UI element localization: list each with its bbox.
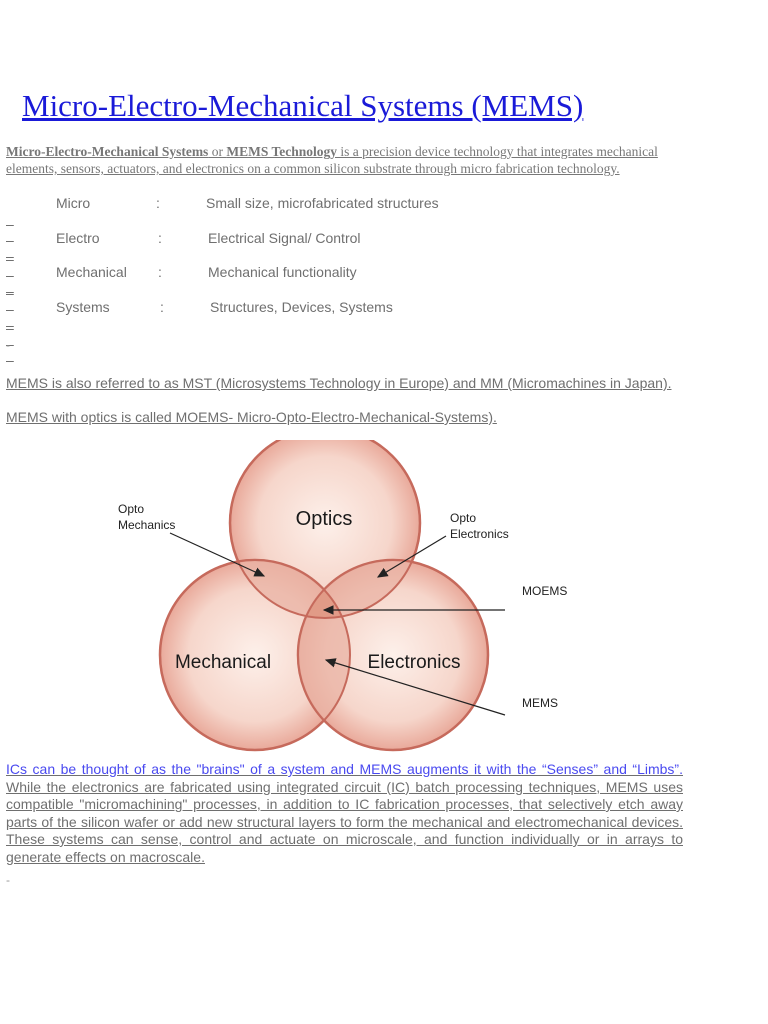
separator-dash: - — [6, 338, 10, 352]
definition-separator: : — [158, 230, 162, 246]
definition-meaning: Structures, Devices, Systems — [210, 299, 393, 315]
intro-paragraph — [6, 143, 696, 177]
definition-row-electro — [6, 230, 374, 248]
label-electronics: Electronics — [367, 652, 461, 673]
ic-paragraph-lead: ICs can be thought of as the "brains" of a system and MEMS augments it with the “Senses” and “Limbs”. — [6, 761, 683, 777]
callout-mems: MEMS — [522, 696, 558, 710]
intro-term-mems-technology: MEMS Technology — [226, 144, 337, 159]
mems-venn-diagram — [0, 440, 768, 760]
label-optics: Optics — [295, 508, 353, 530]
callout-opto-mechanics-line1: Opto — [118, 502, 145, 516]
ic-paragraph-rest: While the electronics are fabricated using integrated circuit (IC) batch processing techniques, MEMS uses compatible "micromachining" processes, in addition to IC fabrication processes, that selectively etch away parts of the silicon wafer or add new structural layers to form the mechanical and electromechanical devices. These systems can sense, control and actuate on microscale, and function individually or in arrays to generate effects on macroscale. — [6, 778, 683, 865]
definition-term: Mechanical — [56, 264, 127, 280]
intro-or: or — [208, 144, 227, 159]
definition-term: Electro — [56, 230, 100, 246]
label-mechanical: Mechanical — [174, 652, 272, 673]
definition-term: Micro — [56, 195, 91, 211]
definition-meaning: Electrical Signal/ Control — [208, 230, 361, 246]
callout-opto-electronics-line1: Opto — [450, 511, 477, 525]
definition-separator: : — [156, 195, 160, 211]
page-title[interactable]: Micro-Electro-Mechanical Systems (MEMS) — [22, 88, 584, 123]
definition-row-systems — [6, 299, 409, 317]
definition-row-micro — [6, 195, 458, 213]
definition-separator: : — [158, 264, 162, 280]
callout-opto-mechanics-line2: Mechanics — [118, 518, 176, 532]
definition-term: Systems — [56, 299, 110, 315]
callout-opto-electronics-line2: Electronics — [450, 527, 509, 541]
definition-separator: : — [160, 299, 164, 315]
mst-paragraph: MEMS is also referred to as MST (Microsystems Technology in Europe) and MM (Micromachines in Japan). MEMS with optics is called MOEMS- Micro-Opto-Electro-Mechanical-Systems). — [6, 375, 672, 425]
separator-dash-bottom: - — [6, 873, 10, 887]
intro-rest: is a precision device technology that integrates mechanical elements, sensors, actuators, and electronics on a common silicon substrate through micro fabrication technology. — [6, 144, 658, 176]
intro-term-mems-systems: Micro-Electro-Mechanical Systems — [6, 144, 209, 159]
definition-meaning: Mechanical functionality — [208, 264, 357, 280]
callout-moems: MOEMS — [522, 584, 568, 598]
ic-paragraph — [6, 761, 683, 866]
definition-row-mechanical — [6, 264, 370, 282]
definition-meaning: Small size, microfabricated structures — [206, 195, 439, 211]
